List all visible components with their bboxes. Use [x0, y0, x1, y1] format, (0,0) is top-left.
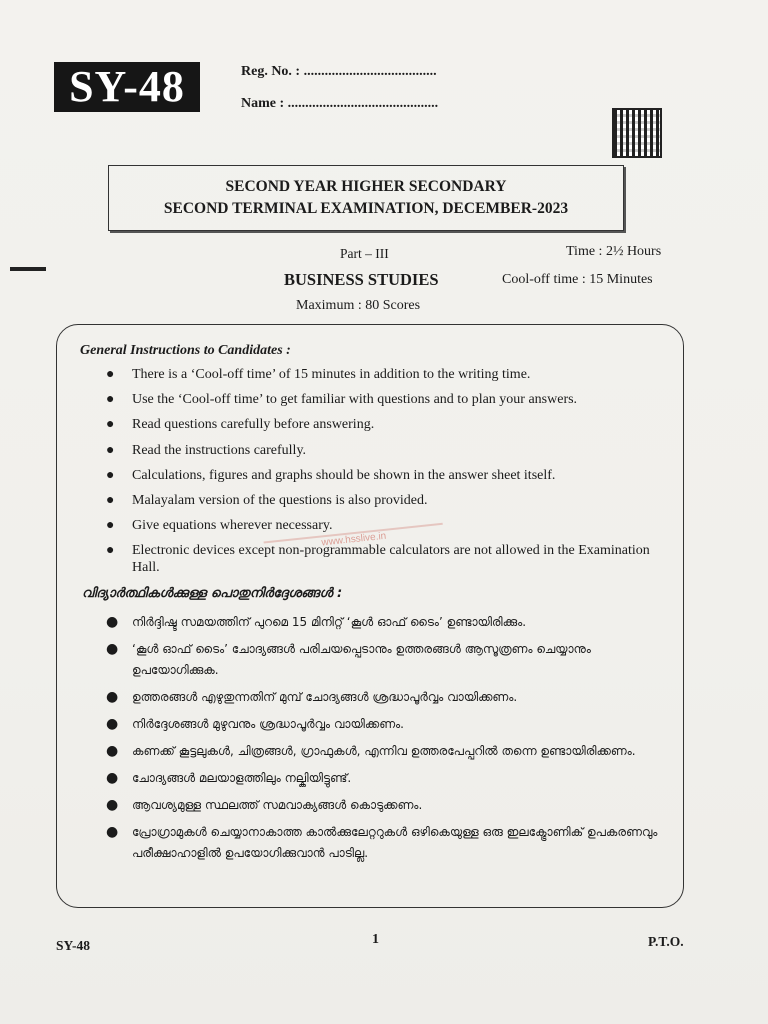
list-item: ● നിർദ്ദിഷ്ട സമയത്തിന് പുറമെ 15 മിനിറ്റ് ‘കൂൾ ഓഫ് ടൈം’ ഉണ്ടായിരിക്കും. — [104, 612, 670, 633]
page-number: 1 — [372, 932, 379, 947]
exam-title-box — [108, 165, 624, 231]
list-item: ● ‘കൂൾ ഓഫ് ടൈം’ ചോദ്യങ്ങൾ പരിചയപ്പെടാനും ഉത്തരങ്ങൾ ആസൂത്രണം ചെയ്യാനും ഉപയോഗിക്കുക. — [106, 641, 591, 677]
part-label: Part – III — [340, 246, 389, 261]
list-item: ● There is a ‘Cool-off time’ of 15 minutes in addition to the writing time. — [106, 367, 531, 382]
pto-label: P.T.O. — [648, 934, 684, 949]
instructions-title: General Instructions to Candidates : — [80, 343, 291, 358]
qr-code-icon — [614, 110, 660, 156]
bullet-icon: ● — [106, 797, 119, 813]
list-item: ● ആവശ്യമുള്ള സ്ഥലത്ത് സമവാക്യങ്ങൾ കൊടുക്കണം. — [104, 795, 670, 816]
bullet-icon: ● — [106, 770, 119, 786]
bullet-icon: ● — [106, 614, 119, 630]
bullet-icon: ● — [106, 543, 115, 559]
list-item: ● Read questions carefully before answering. — [106, 417, 375, 433]
list-item: ● Use the ‘Cool-off time’ to get familiar with questions and to plan your answers. — [106, 392, 578, 408]
list-item: ● Electronic devices except non-programmable calculators are not allowed in the Examination Hall. — [106, 543, 650, 576]
subject-title: BUSINESS STUDIES — [284, 270, 439, 289]
list-item: ● നിർദ്ദേശങ്ങൾ മുഴുവനും ശ്രദ്ധാപൂർവ്വം വായിക്കണം. — [104, 714, 670, 735]
bullet-icon: ● — [106, 641, 119, 657]
list-item: ● പ്രോഗ്രാമുകൾ ചെയ്യാനാകാത്ത കാൽക്കുലേറ്ററുകൾ ഒഴികെയുള്ള ഒരു ഇലക്ട്രോണിക് ഉപകരണവും പരീക്ഷാഹാളിൽ ഉപയോഗിക്കുവാൻ പാടില്ല. — [106, 824, 658, 860]
bullet-icon: ● — [106, 392, 115, 408]
malayalam-instructions-list — [104, 612, 670, 870]
bullet-icon: ● — [106, 367, 115, 382]
bullet-icon: ● — [106, 442, 115, 458]
time-label: Time : 2½ Hours — [566, 244, 662, 259]
footer-code: SY-48 — [56, 938, 91, 953]
bullet-icon: ● — [106, 743, 119, 759]
margin-mark — [10, 267, 46, 271]
list-item: ● കണക്ക് കൂട്ടലുകൾ, ചിത്രങ്ങൾ, ഗ്രാഫുകൾ, എന്നിവ ഉത്തരപേപ്പറിൽ തന്നെ ഉണ്ടായിരിക്കണം. — [104, 741, 670, 762]
list-item: ● Give equations wherever necessary. — [106, 518, 333, 534]
bullet-icon: ● — [106, 417, 115, 433]
exam-title-line1: SECOND YEAR HIGHER SECONDARY — [225, 178, 507, 195]
bullet-icon: ● — [106, 689, 119, 705]
reg-no-field: Reg. No. : ...................................... — [241, 64, 437, 79]
bullet-icon: ● — [106, 467, 115, 483]
list-item: ● ചോദ്യങ്ങൾ മലയാളത്തിലും നല്കിയിട്ടുണ്ട്. — [104, 768, 670, 789]
bullet-icon: ● — [106, 716, 119, 732]
bullet-icon: ● — [106, 518, 115, 534]
paper-code-box: SY-48 — [54, 62, 200, 112]
list-item: ● Malayalam version of the questions is also provided. — [106, 492, 428, 508]
list-item: ● Calculations, figures and graphs should be shown in the answer sheet itself. — [106, 467, 556, 483]
exam-title-line2: SECOND TERMINAL EXAMINATION, DECEMBER-2023 — [163, 200, 569, 217]
bullet-icon: ● — [106, 492, 115, 508]
malayalam-instructions-title: വിദ്യാർത്ഥികൾക്കുള്ള പൊതുനിർദ്ദേശങ്ങൾ : — [82, 586, 343, 601]
list-item: ● Read the instructions carefully. — [106, 442, 307, 458]
max-score-label: Maximum : 80 Scores — [296, 298, 421, 313]
name-field: Name : ........................................... — [241, 96, 439, 111]
cooloff-label: Cool-off time : 15 Minutes — [502, 272, 653, 287]
watermark-stamp: www.hsslive.in — [264, 523, 449, 598]
list-item: ● ഉത്തരങ്ങൾ എഴുതുന്നതിന് മുമ്പ് ചോദ്യങ്ങൾ ശ്രദ്ധാപൂർവ്വം വായിക്കണം. — [104, 687, 670, 708]
bullet-icon: ● — [106, 824, 119, 840]
